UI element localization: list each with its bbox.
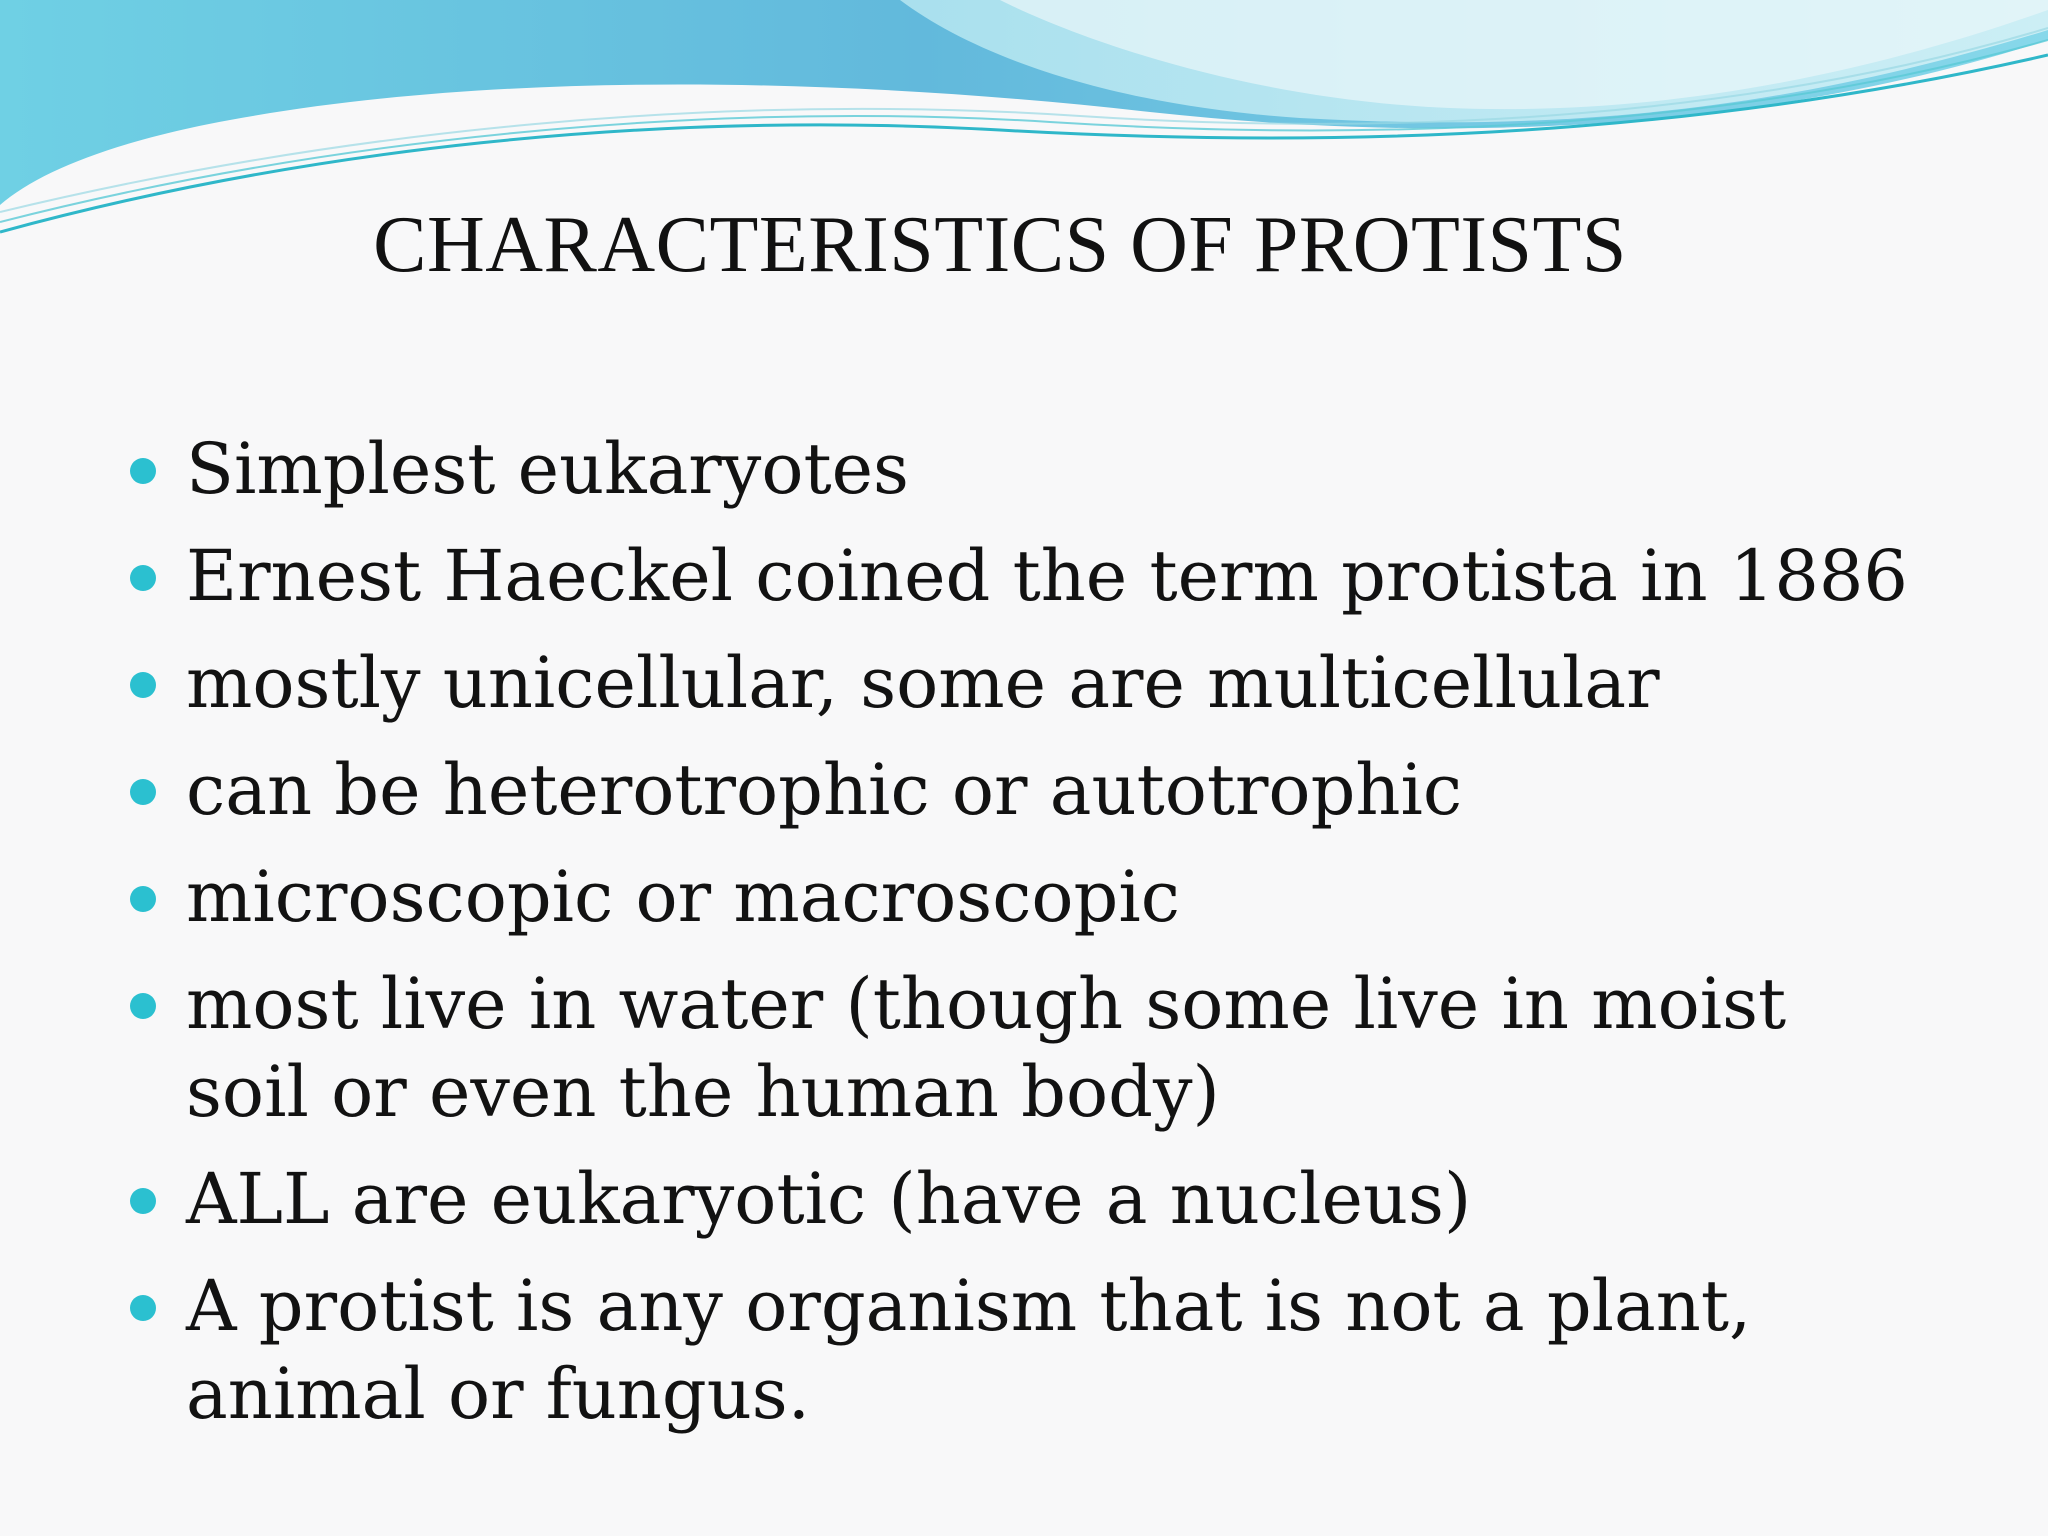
slide-title: CHARACTERISTICS OF PROTISTS	[373, 201, 1627, 289]
bullet-text: mostly unicellular, some are multicellular	[186, 642, 1660, 724]
bullet-text: ALL are eukaryotic (have a nucleus)	[186, 1158, 1472, 1240]
bullet-item	[0, 853, 2048, 941]
bullet-dot-icon	[130, 779, 156, 805]
bullet-list	[0, 425, 2048, 1457]
bullet-dot-icon	[130, 458, 156, 484]
bullet-dot-icon	[130, 565, 156, 591]
bullet-text: microscopic or macroscopic	[186, 856, 1180, 938]
bullet-dot-icon	[130, 886, 156, 912]
bullet-item	[0, 425, 2048, 513]
bullet-text: most live in water (though some live in moist soil or even the human body)	[186, 963, 1787, 1133]
bullet-text: can be heterotrophic or autotrophic	[186, 749, 1463, 831]
bullet-dot-icon	[130, 672, 156, 698]
bullet-dot-icon	[130, 1188, 156, 1214]
bullet-item	[0, 746, 2048, 834]
bullet-text: A protist is any organism that is not a plant, animal or fungus.	[186, 1265, 1752, 1435]
bullet-item	[0, 639, 2048, 727]
bullet-item	[0, 960, 2048, 1136]
bullet-item	[0, 1155, 2048, 1243]
bullet-item	[0, 1262, 2048, 1438]
bullet-text: Ernest Haeckel coined the term protista in 1886	[186, 535, 1908, 617]
bullet-item	[0, 532, 2048, 620]
bullet-dot-icon	[130, 1295, 156, 1321]
bullet-text: Simplest eukaryotes	[186, 428, 909, 510]
bullet-dot-icon	[130, 993, 156, 1019]
